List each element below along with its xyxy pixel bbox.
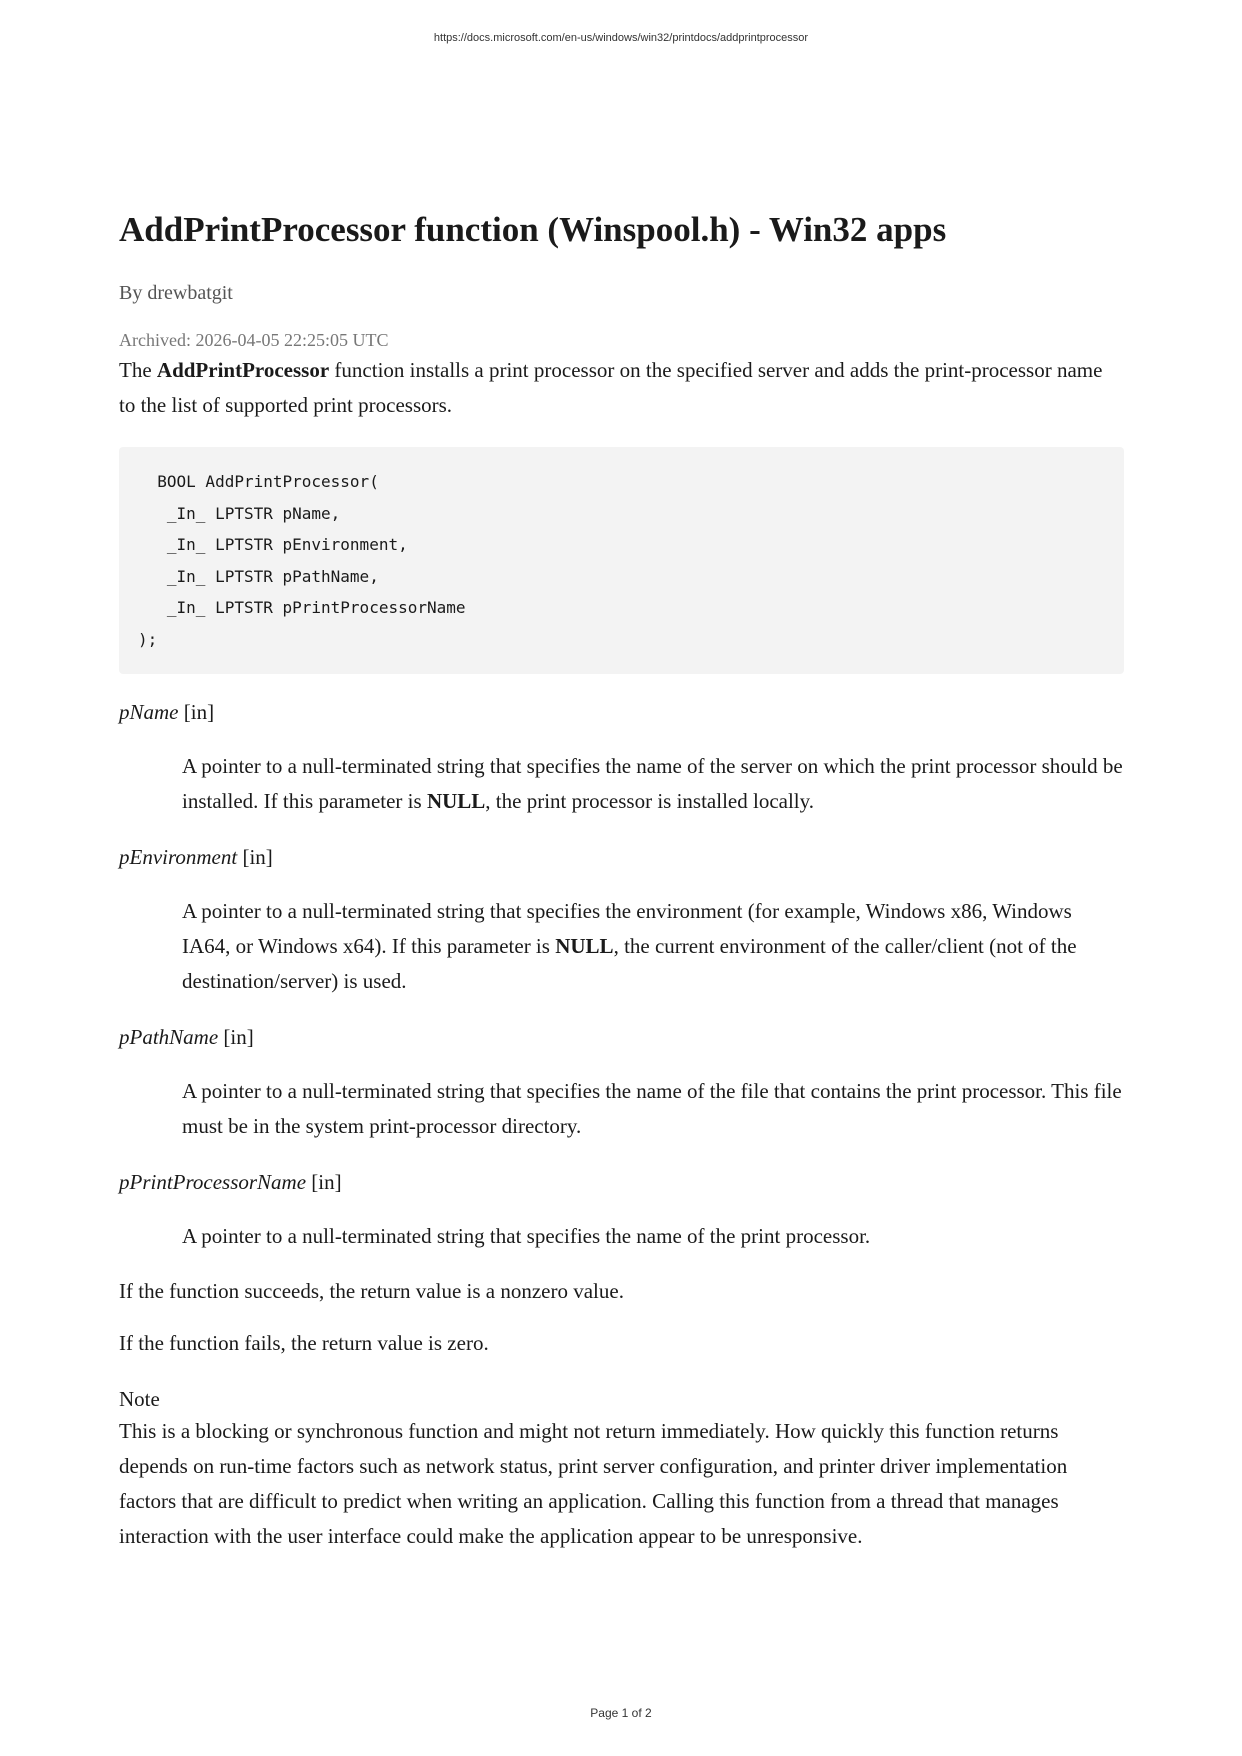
param-direction: [in] [218, 1025, 254, 1049]
param-desc-penvironment [182, 894, 1124, 999]
null-keyword: NULL [555, 934, 614, 958]
function-name: AddPrintProcessor [156, 358, 330, 382]
param-name-ppathname [119, 1022, 1124, 1052]
note-label: Note [119, 1387, 160, 1411]
null-keyword: NULL [426, 789, 486, 813]
param-name-text: pPrintProcessorName [119, 1170, 307, 1194]
param-name-pprintprocessorname [119, 1167, 1124, 1197]
param-name-text: pEnvironment [119, 845, 238, 869]
code-block: BOOL AddPrintProcessor( _In_ LPTSTR pName, _In_ LPTSTR pEnvironment, _In_ LPTSTR pPathName, _In_ LPTSTR pPrintProcessorName ); [119, 447, 1124, 674]
source-url: https://docs.microsoft.com/en-us/windows/win32/printdocs/addprintprocessor [433, 32, 809, 44]
param-desc-text: A pointer to a null-terminated string that specifies the name of the server on which the print processor should be installed. If this parameter is [182, 754, 1123, 813]
param-desc-text: , the current environment of the caller/client (not of the destination/server) is used. [182, 934, 1077, 993]
param-name-text: pPathName [119, 1025, 219, 1049]
intro-paragraph [119, 353, 1124, 423]
param-desc-text: A pointer to a null-terminated string that specifies the environment (for example, Windows x86, Windows IA64, or Windows x64). If this parameter is [182, 899, 1072, 958]
param-name-text: pName [119, 700, 179, 724]
param-desc-text: , the print processor is installed locally. [485, 789, 815, 813]
param-direction: [in] [178, 700, 215, 724]
page-number: Page 1 of 2 [590, 1706, 652, 1720]
return-success: If the function succeeds, the return value is a nonzero value. [119, 1279, 624, 1303]
param-desc-ppathname: A pointer to a null-terminated string that specifies the name of the file that contains the print processor. This file must be in the system print-processor directory. [182, 1079, 1122, 1138]
param-desc-pname [182, 749, 1124, 819]
return-fail: If the function fails, the return value is zero. [119, 1331, 489, 1355]
byline: By drewbatgit [119, 282, 233, 304]
param-desc-pprintprocessorname: A pointer to a null-terminated string that specifies the name of the print processor. [182, 1224, 871, 1248]
note-text: This is a blocking or synchronous function and might not return immediately. How quickly this function returns depends on run-time factors such as network status, print server configuration, and printer driver implementation factors that are difficult to predict when writing an application. Calling this function from a thread that manages interaction with the user interface could make the application appear to be unresponsive. [119, 1419, 1068, 1548]
param-name-penvironment [119, 842, 1124, 872]
param-direction: [in] [237, 845, 273, 869]
param-name-pname [119, 697, 1124, 727]
archived-timestamp: Archived: 2026-04-05 22:25:05 UTC [119, 330, 389, 350]
intro-prefix: The [119, 358, 157, 382]
param-direction: [in] [306, 1170, 342, 1194]
page-title: AddPrintProcessor function (Winspool.h) - Win32 apps [119, 210, 947, 249]
article [119, 208, 1124, 1554]
intro-suffix: function installs a print processor on the specified server and adds the print-processor name to the list of supported print processors. [119, 358, 1103, 417]
